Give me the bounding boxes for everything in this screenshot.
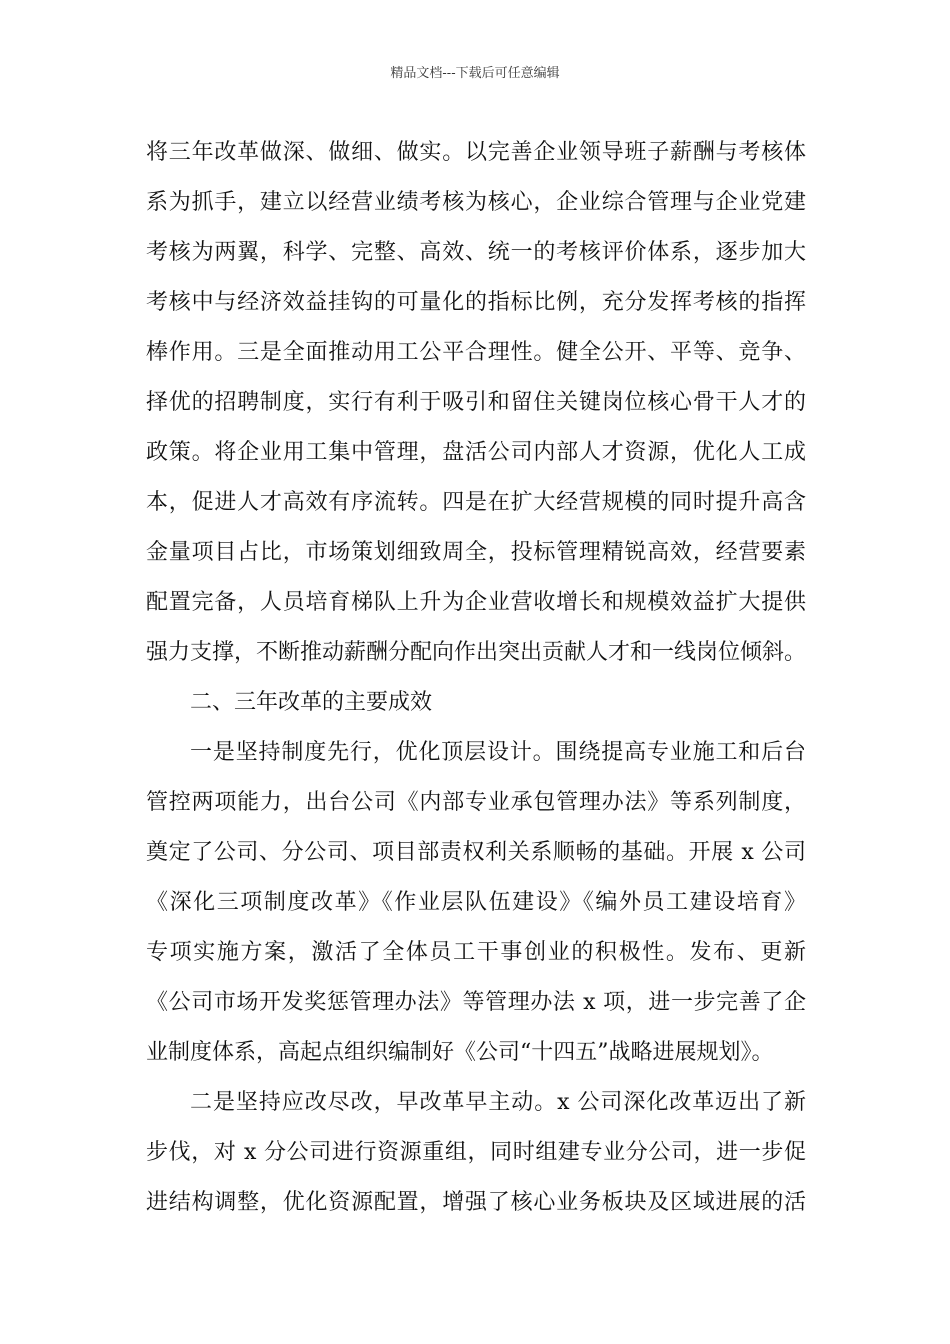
text-line: 系为抓手，建立以经营业绩考核为核心，企业综合管理与企业党建 [146,190,806,215]
text-line: 二是坚持应改尽改，早改革早主动。x 公司深化改革迈出了新 [190,1090,806,1115]
section-heading [146,678,806,728]
text-line: 考核为两翼，科学、完整、高效、统一的考核评价体系，逐步加大 [146,240,806,265]
document-body [146,128,806,1228]
text-line: 进结构调整，优化资源配置，增强了核心业务板块及区域进展的活 [146,1190,806,1215]
text-line: 业制度体系，高起点组织编制好《公司“十四五”战略进展规划》。 [146,1040,774,1065]
text-line: 奠定了公司、分公司、项目部责权利关系顺畅的基础。开展 x 公司 [146,840,806,865]
text-line: 管控两项能力，出台公司《内部专业承包管理办法》等系列制度， [146,790,806,815]
text-line: 金量项目占比，市场策划细致周全，投标管理精锐高效，经营要素 [146,540,806,565]
text-line: 步伐，对 x 分公司进行资源重组，同时组建专业分公司，进一步促 [146,1140,806,1165]
text-line: 《深化三项制度改革》《作业层队伍建设》《编外员工建设培育》 [146,890,806,915]
text-line: 一是坚持制度先行，优化顶层设计。围绕提高专业施工和后台 [190,740,806,765]
text-line: 择优的招聘制度，实行有利于吸引和留住关键岗位核心骨干人才的 [146,390,806,415]
paragraph-achievement-two [146,1078,806,1228]
text-line: 政策。将企业用工集中管理，盘活公司内部人才资源，优化人工成 [146,440,806,465]
text-line: 考核中与经济效益挂钩的可量化的指标比例，充分发挥考核的指挥 [146,290,806,315]
text-line: 将三年改革做深、做细、做实。以完善企业领导班子薪酬与考核体 [146,140,806,165]
heading-text: 二、三年改革的主要成效 [190,690,433,715]
text-line: 强力支撑，不断推动薪酬分配向作出突出贡献人才和一线岗位倾斜。 [146,640,807,665]
text-line: 《公司市场开发奖惩管理办法》等管理办法 x 项，进一步完善了企 [146,990,806,1015]
paragraph-achievement-one [146,728,806,1078]
text-line: 本，促进人才高效有序流转。四是在扩大经营规模的同时提升高含 [146,490,806,515]
text-line: 专项实施方案，激活了全体员工干事创业的积极性。发布、更新 [146,940,806,965]
page-header: 精品文档---下载后可任意编辑 [390,66,560,81]
paragraph-continuation [146,128,806,678]
text-line: 配置完备，人员培育梯队上升为企业营收增长和规模效益扩大提供 [146,590,806,615]
text-line: 棒作用。三是全面推动用工公平合理性。健全公开、平等、竞争、 [146,340,806,365]
